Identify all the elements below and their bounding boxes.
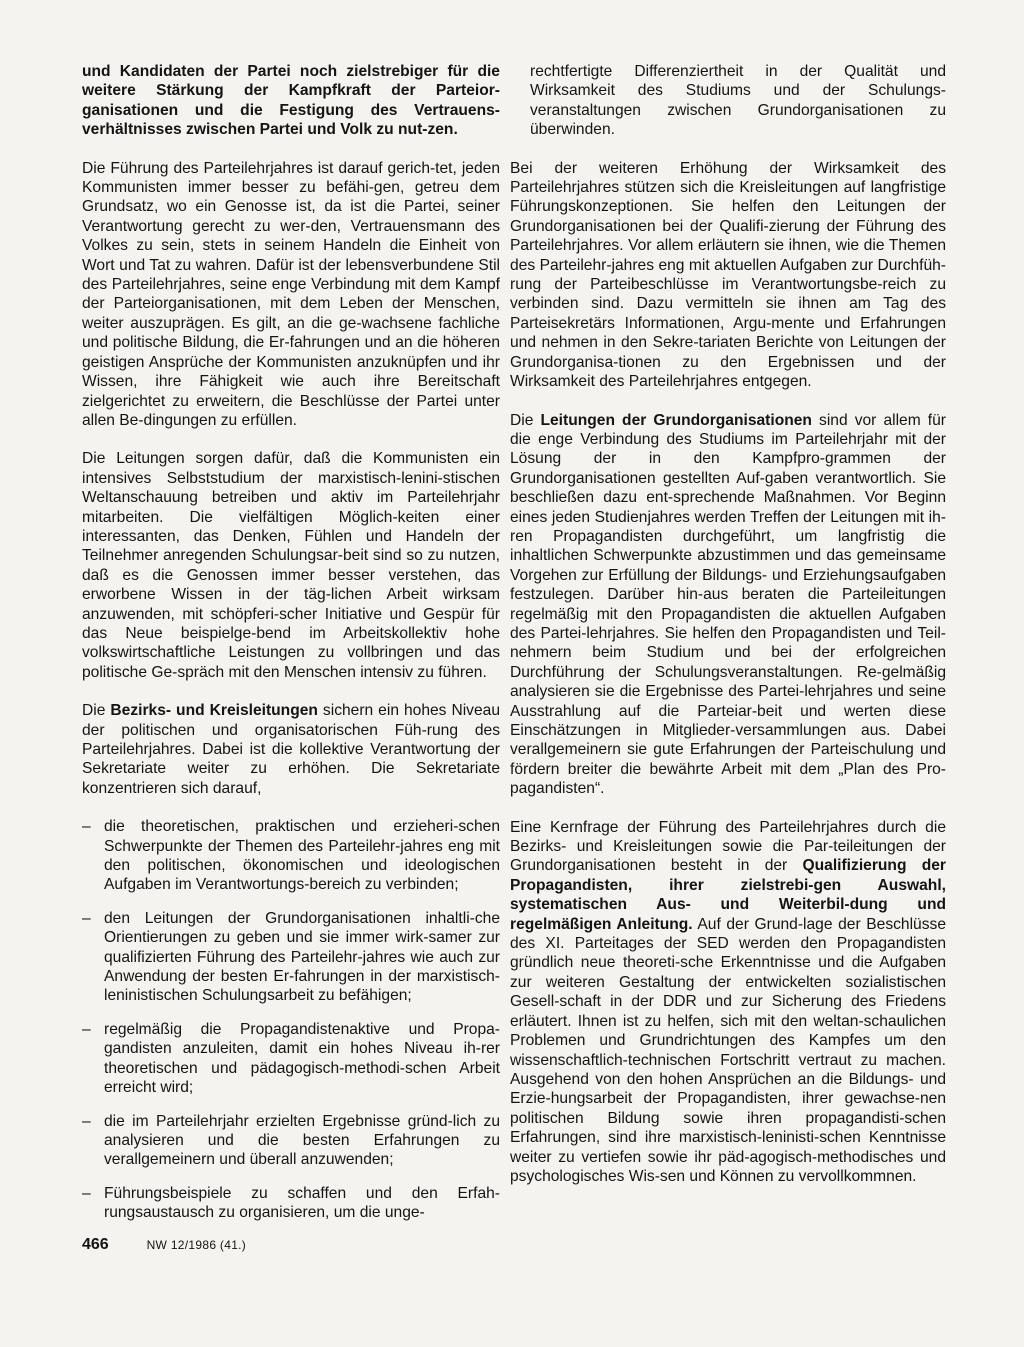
text-run: Die <box>510 411 541 429</box>
paragraph: Die Leitungen sorgen dafür, daß die Kommunisten ein intensives Selbststudium der marxistisch-lenini-stischen Weltanschauung betreiben und aktiv im Parteilehrjahr mitarbeiten. Die vielfältigen Möglich-keiten einer interessanten, das Denken, Fühlen und Handeln der Teilnehmer anregenden Schulungsar-beit sind so zu nutzen, daß es die Genossen immer besser verstehen, das erworbene Wissen in der täg-lichen Arbeit wirksam anzuwenden, mit schöpferi-scher Initiative und Gespür für das Neue beispielge-bend im Arbeitskollektiv hohe volkswirtschaftliche Leistungen zu vollbringen und das politische Ge-spräch mit den Menschen intensiv zu führen. <box>82 450 500 681</box>
list-item-text: die im Parteilehrjahr erzielten Ergebnisse gründ-lich zu analysieren und die besten Erfahrungen zu verallgemeinern und überall anzuwenden; <box>104 1112 500 1169</box>
text-run: sichern ein hohes Niveau der politischen und organisatorischen Füh-rung des Parteilehrjahres. Dabei ist die kollektive Verantwortung der Sekretariate weiter zu erhöhen. Die Sekretariate konzentrieren sich darauf, <box>82 702 500 797</box>
paragraph <box>82 701 500 798</box>
right-column <box>510 62 946 1186</box>
paragraph: Die Führung des Parteilehrjahres ist darauf gerich-tet, jeden Kommunisten immer besser zu befähi-gen, getreu dem Grundsatz, wo ein Genosse ist, da ist die Partei, seiner Verantwortung gerecht zu wer-den, Vertrauensmann des Volkes zu sein, stets in seinem Handeln die Einheit von Wort und Tat zu wahren. Dafür ist der lebensverbundene Stil des Parteilehrjahres, seine enge Verbindung mit dem Kampf der Parteiorganisationen, mit dem Leben der Menschen, weiter auszuprägen. Es gilt, an die ge-wachsene fachliche und politische Bildung, die Er-fahrungen und an die höheren geistigen Ansprüche der Kommunisten anzuknüpfen und ihr Wissen, ihre Fähigkeit wie auch ihre Bereitschaft zielgerichtet zu erweitern, die Beschlüsse der Partei unter allen Be-dingungen zu erfüllen. <box>82 159 500 429</box>
dash-marker: – <box>82 1184 91 1202</box>
list-item <box>82 1184 500 1223</box>
dash-marker: – <box>82 1020 91 1038</box>
paragraph <box>510 818 946 1187</box>
journal-citation: NW 12/1986 (41.) <box>146 1238 247 1252</box>
list-item <box>82 1112 500 1170</box>
text-run: Eine Kernfrage der Führung des Parteilehrjahres durch die Bezirks- und Kreisleitungen sowie die Par-teileitungen der Grundorganisationen besteht in der <box>510 818 946 875</box>
page-footer <box>82 1236 246 1254</box>
page-number: 466 <box>82 1236 109 1253</box>
list-item-text: Führungsbeispiele zu schaffen und den Erfah-rungsaustausch zu organisieren, um die unge- <box>104 1184 500 1222</box>
list-item-text: den Leitungen der Grundorganisationen inhaltli-che Orientierungen zu geben und sie immer wirk-samer zur qualifizierten Führung des Parteilehr-jahres wie auch zur Anwendung der besten Er-fahrungen in der marxistisch-leninistischen Schulungsarbeit zu befähigen; <box>104 909 500 1005</box>
bold-term: Qualifizierung der Propagandisten, ihrer zielstrebi-gen Auswahl, systematischen Aus- und Weiterbil-dung und regelmäßigen Anleitung. <box>510 857 946 933</box>
list-item-text: die theoretischen, praktischen und erzieheri-schen Schwerpunkte der Themen des Parteilehr-jahres eng mit den politischen, ökonomischen und ideologischen Aufgaben im Verantwortungs-bereich zu verbinden; <box>104 818 500 894</box>
paragraph <box>510 411 946 799</box>
dash-marker: – <box>82 909 91 927</box>
dash-marker: – <box>82 1112 91 1130</box>
bullet-list <box>82 817 500 1222</box>
text-run: sind vor allem für die enge Verbindung des Studiums im Parteilehrjahr mit der Lösung der in den Kampfpro-grammen der Grundorganisationen gestellten Auf-gaben verantwortlich. Sie beschließen dazu ent-sprechende Maßnahmen. Vor Beginn eines jeden Studienjahres werden Treffen der Leitungen mit ih-ren Propagandisten durchgeführt, um langfristig die inhaltlichen Schwerpunkte abzustimmen und das gemeinsame Vorgehen zur Erfüllung der Bildungs- und Erziehungsaufgaben festzulegen. Darüber hin-aus beraten die Parteileitungen regelmäßig mit den Propagandisten die aktuellen Aufgaben des Partei-lehrjahres. Sie helfen den Propagandisten und Teil-nehmern beim Studium und bei der erfolgreichen Durchführung der Schulungsveranstaltungen. Re-gelmäßig analysieren sie die Ergebnisse des Partei-lehrjahres und seine Ausstrahlung auf die Parteiar-beit und werten diese Einschätzungen in Mitglieder-versammlungen aus. Dabei verallgemeinern sie gute Erfahrungen der Parteischulung und fördern breiter die bewährte Arbeit mit dem „Plan des Pro-pagandisten“. <box>510 411 946 798</box>
list-item-text: regelmäßig die Propagandistenaktive und Propa-gandisten anzuleiten, damit ein hohes Niveau ih-rer theoretischen und pädagogisch-methodi-schen Arbeit erreicht wird; <box>104 1020 500 1097</box>
paragraph: Bei der weiteren Erhöhung der Wirksamkeit des Parteilehrjahres stützen sich die Kreisleitungen auf langfristige Führungskonzeptionen. Sie helfen den Leitungen der Grundorganisationen bei der Qualifi-zierung der Führung des Parteilehrjahres. Vor allem erläutern sie ihnen, wie die Themen des Parteilehr-jahres eng mit aktuellen Aufgaben zur Durchfüh-rung der Parteibeschlüsse im Verantwortungsbe-reich zu verbinden sind. Dazu vermitteln sie ihnen am Tag des Parteisekretärs Informationen, Argu-mente und Erfahrungen und nehmen in den Sekre-tariaten Berichte von Leitungen der Grundorganisa-tionen zu den Ergebnissen und der Wirksamkeit des Parteilehrjahres entgegen. <box>510 159 946 391</box>
text-run: Die <box>82 702 111 720</box>
list-item <box>82 817 500 895</box>
left-column <box>82 62 500 1237</box>
bold-term: Bezirks- und Kreisleitungen <box>110 702 318 720</box>
continued-list-text: rechtfertigte Differenziertheit in der Qualität und Wirksamkeit des Studiums und der Schulungs-veranstaltungen zwischen Grundorganisationen zu überwinden. <box>530 63 946 139</box>
list-item <box>82 909 500 1006</box>
list-item <box>82 1020 500 1098</box>
bold-term: Leitungen der Grundorganisationen <box>540 411 812 429</box>
lead-paragraph: und Kandidaten der Partei noch zielstrebiger für die weitere Stärkung der Kampfkraft der Parteior-ganisationen und die Festigung des Vertrauens-verhältnisses zwischen Partei und Volk zu nut-zen. <box>82 63 500 139</box>
dash-marker: – <box>82 818 91 836</box>
text-run: Auf der Grund-lage der Beschlüsse des XI. Parteitages der SED werden den Propagandisten gründlich neue theoreti-sche Erkenntnisse und die Aufgaben zur weiteren Gestaltung der entwickelten sozialistischen Gesell-schaft in der DDR und zur Sicherung des Friedens erläutert. Ihnen ist zu helfen, sich mit den weltan-schaulichen Problemen und Grundrichtungen des Kampfes um den wissenschaftlich-technischen Fortschritt vertraut zu machen. Ausgehend von den hohen Ansprüchen an die Bildungs- und Erzie-hungsarbeit der Propagandisten, ihrer gewachse-nen politischen Bildung sowie ihren propagandisti-schen Erfahrungen, sind ihre marxistisch-leninisti-schen Kenntnisse weiter zu vertiefen sowie ihr päd-agogisch-methodisches und psychologisches Wis-sen und Können zu vervollkommnen. <box>510 915 946 1185</box>
